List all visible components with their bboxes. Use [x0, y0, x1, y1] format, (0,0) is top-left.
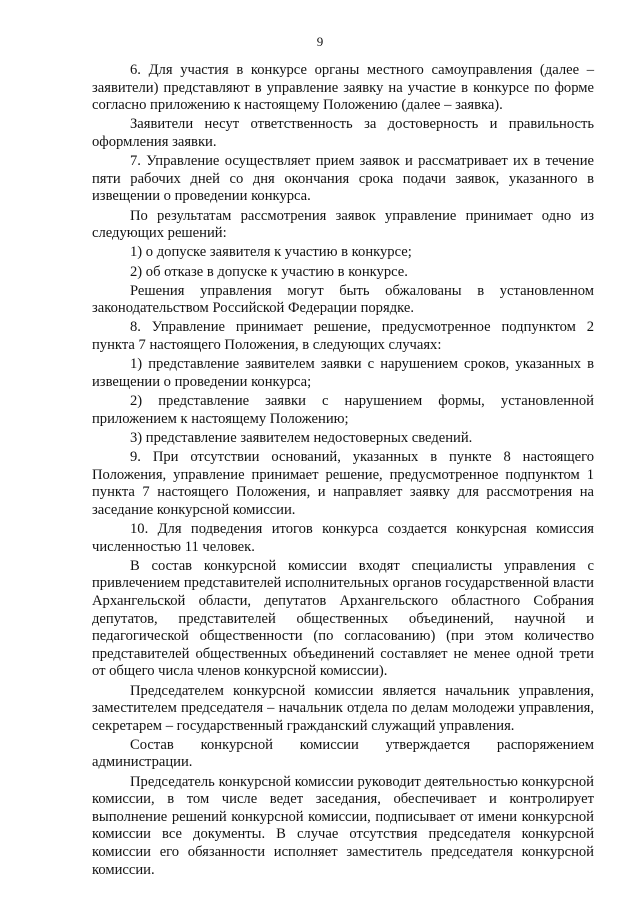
document-body — [92, 62, 594, 881]
paragraph-commission-composition: В состав конкурсной комиссии входят специалисты управления с привлечением представителей исполнительных органов государственной власти Архангельской области, депутатов Архангельского областного Собрания депутатов, представителей общественных объединений, научной и педагогической общественности (по согласованию) (при этом количество представителей общественных объединений составляет не менее одной трети от общего числа членов конкурсной комиссии). — [92, 557, 594, 680]
paragraph-commission-chair: Председателем конкурсной комиссии является начальник управления, заместителем председателя – начальник отдела по делам молодежи управления, секретарем – государственный гражданский служащий управления. — [92, 682, 594, 734]
paragraph-review-decisions: По результатам рассмотрения заявок управление принимает одно из следующих решений: — [92, 207, 594, 242]
paragraph-10-commission: 10. Для подведения итогов конкурса создается конкурсная комиссия численностью 11 человек. — [92, 520, 594, 555]
paragraph-chair-duties: Председатель конкурсной комиссии руководит деятельностью конкурсной комиссии, в том числе ведет заседания, обеспечивает и контролирует выполнение решений конкурсной комиссии, подписывает от имени конкурсной комиссии все документы. В случае отсутствия председателя конкурсной комиссии его обязанности исполняет заместитель председателя конкурсной комиссии. — [92, 773, 594, 878]
paragraph-9-admission: 9. При отсутствии оснований, указанных в пункте 8 настоящего Положения, управление принимает решение, предусмотренное подпунктом 1 пункта 7 настоящего Положения, и направляет заявку для рассмотрения на заседание конкурсной комиссии. — [92, 449, 594, 518]
list-item-admission: 1) о допуске заявителя к участию в конкурсе; — [130, 244, 412, 261]
list-item-refusal: 2) об отказе в допуске к участию в конкурсе. — [130, 263, 408, 280]
list-item-late-submission: 1) представление заявителем заявки с нарушением сроков, указанных в извещении о проведении конкурса; — [92, 356, 594, 390]
paragraph-8-refusal-cases: 8. Управление принимает решение, предусмотренное подпунктом 2 пункта 7 настоящего Положения, в следующих случаях: — [92, 319, 594, 354]
list-item-form-violation: 2) представление заявки с нарушением формы, установленной приложением к настоящему Положению; — [92, 393, 594, 427]
page-number: 9 — [316, 34, 324, 49]
paragraph-applicant-responsibility: Заявители несут ответственность за достоверность и правильность оформления заявки. — [92, 116, 594, 150]
list-item-false-information: 3) представление заявителем недостоверных сведений. — [130, 429, 473, 446]
paragraph-commission-approval: Состав конкурсной комиссии утверждается распоряжением администрации. — [92, 736, 594, 771]
paragraph-appeal: Решения управления могут быть обжалованы в установленном законодательством Российской Федерации порядке. — [92, 282, 594, 317]
paragraph-6-application: 6. Для участия в конкурсе органы местного самоуправления (далее – заявители) представляют в управление заявку на участие в конкурсе по форме согласно приложению к настоящему Положению (далее – заявка). — [92, 62, 594, 114]
paragraph-7-review: 7. Управление осуществляет прием заявок и рассматривает их в течение пяти рабочих дней со дня окончания срока подачи заявок, указанного в извещении о проведении конкурса. — [92, 153, 594, 205]
